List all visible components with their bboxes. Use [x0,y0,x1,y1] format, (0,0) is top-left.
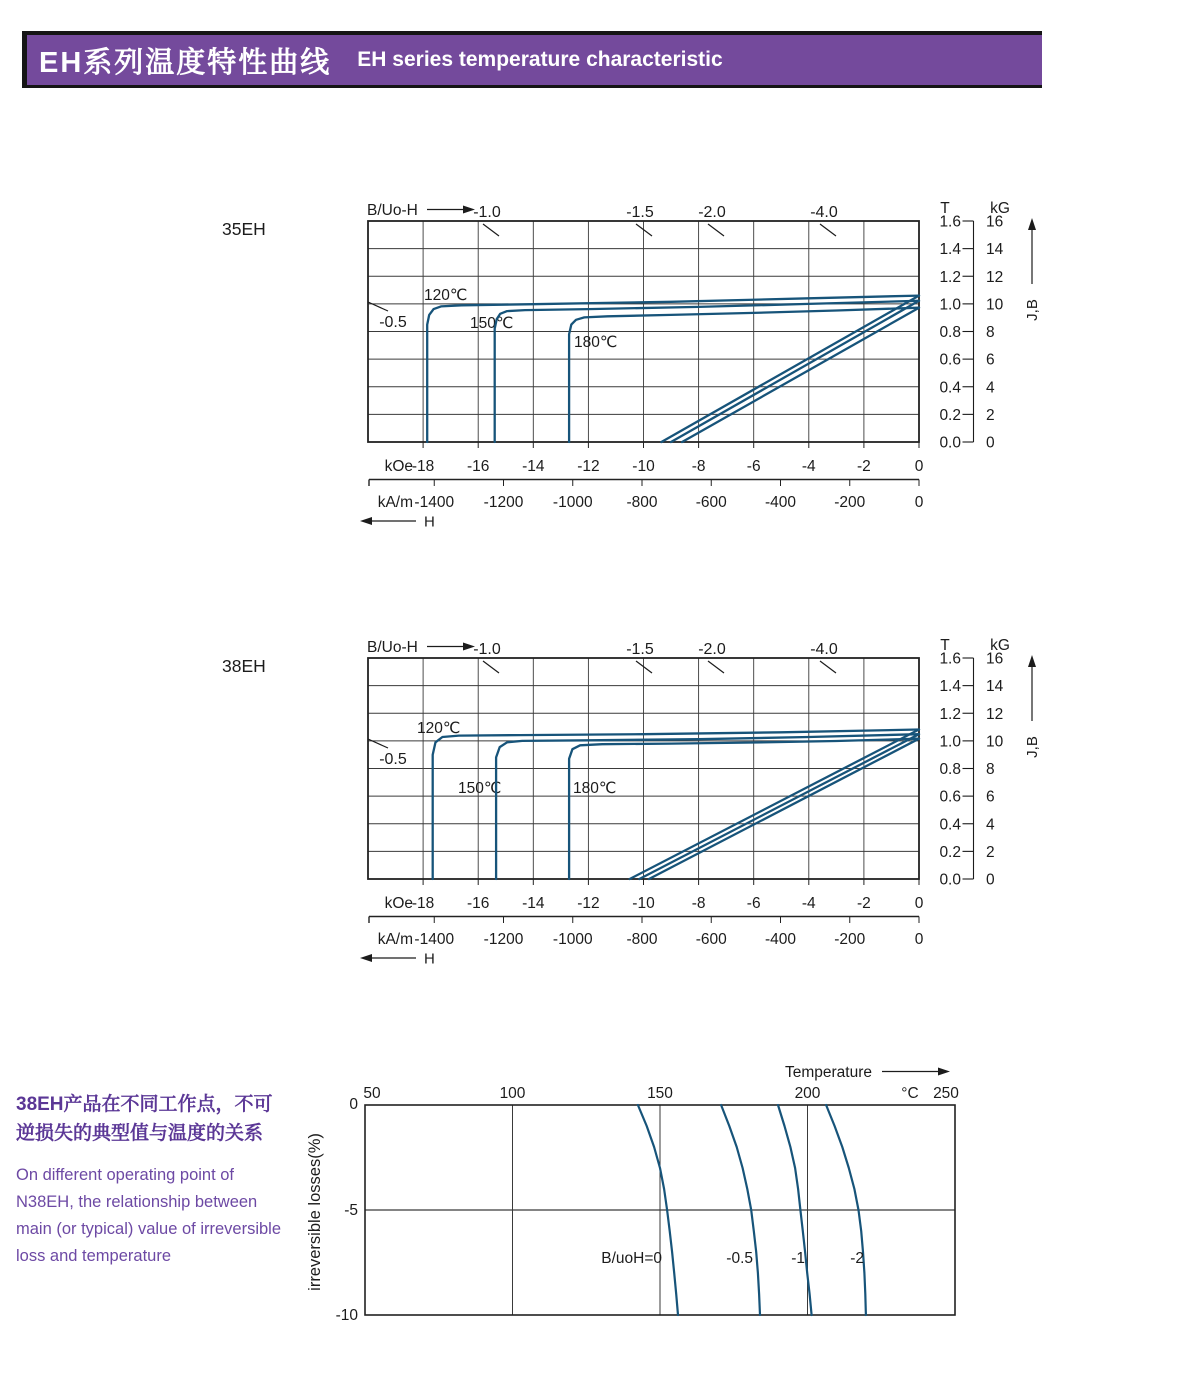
kOe-tick-label: -16 [466,458,490,475]
curve-B-180C [649,739,919,879]
loss-chart [290,1050,1010,1355]
h-arrow-head [360,954,372,962]
load-line-slash [368,739,388,748]
tesla-tick-label: 0.8 [939,761,961,778]
load-line-slash [820,224,836,236]
gauss-tick-label: 6 [986,351,995,369]
loss-curve-label: -1 [791,1250,805,1267]
h-arrow-label: H [424,950,435,968]
kOe-tick-label: 0 [914,458,924,475]
kOe-tick-label: -6 [746,895,761,912]
demag-chart-38EH [220,627,1080,982]
kAm-tick-label: -1400 [414,494,455,511]
gauss-tick-label: 0 [986,871,995,889]
kAm-tick-label: -400 [764,931,797,948]
tesla-tick-label: 0.4 [939,816,961,834]
demag-chart-35EH-svg [220,190,1080,540]
temp-label: 180℃ [573,780,617,797]
load-line-slash [483,661,499,673]
grid [368,658,919,879]
kOe-tick-label: -2 [857,895,871,912]
demag-chart-35EH [220,190,1080,545]
load-line-label: -1.5 [626,641,654,658]
curve-J-120C [433,730,919,880]
load-line-label: -1.0 [473,641,501,658]
kOe-tick-label: -18 [411,458,435,475]
gauss-tick-label: 10 [986,733,1004,751]
tesla-tick-label: 0.0 [939,434,961,452]
side-note-en-line: N38EH, the relationship between [16,1193,258,1211]
tesla-tick-label: 0.4 [939,379,961,397]
side-note-en-line: loss and temperature [16,1247,172,1265]
load-line-slash [636,661,652,673]
gauss-tick-label: 16 [986,650,1004,668]
kAm-tick-label: -400 [764,494,797,511]
chart-title-35EH: 35EH [222,219,266,239]
tesla-tick-label: 0.0 [939,871,961,889]
header-title-zh: EH系列温度特性曲线 [39,46,332,79]
header-banner [22,31,1042,88]
tesla-tick-label: 1.0 [939,733,961,751]
kOe-tick-label: -16 [466,895,490,912]
temp-label: 150℃ [458,780,502,797]
loss-curve-label: -0.5 [726,1250,753,1267]
kAm-tick-label: -1200 [483,494,524,511]
load-line-label: -2.0 [698,204,726,221]
kAm-tick-label: 0 [914,931,924,948]
load-line-label: -4.0 [810,641,838,658]
load-line-label: -1.5 [626,204,654,221]
gauss-tick-label: 10 [986,296,1004,314]
demag-chart-38EH-svg [220,627,1080,977]
curve-J-150C [496,734,919,879]
tesla-tick-label: 1.6 [939,213,961,231]
temperature-arrow-head [938,1068,950,1076]
side-note-en [16,1162,336,1270]
kOe-tick-label: -14 [522,895,545,912]
curve-J-180C [569,308,919,442]
tesla-tick-label: 1.4 [939,241,961,259]
kAm-tick-label: -1000 [552,931,593,948]
load-line-slash [708,661,724,673]
curve-J-180C [569,739,919,879]
loss-tick-label: -5 [344,1202,358,1219]
kOe-tick-label: -18 [411,895,435,912]
side-note [16,1090,336,1270]
temp-unit: °C [901,1085,919,1102]
tesla-unit: T [940,200,950,217]
gauss-tick-label: 4 [986,816,995,834]
gauss-tick-label: 2 [986,843,995,861]
kOe-unit: kOe [384,458,413,475]
side-note-en-line: On different operating point of [16,1166,235,1184]
load-line-slash [483,224,499,236]
tesla-tick-label: 1.2 [939,705,961,723]
tesla-tick-label: 0.6 [939,351,961,369]
kAm-tick-label: -1400 [414,931,455,948]
curve-B-120C [630,730,919,880]
gauss-unit: kG [990,200,1010,217]
kOe-tick-label: -10 [632,458,655,475]
loss-curve-label: -2 [850,1250,864,1267]
load-line-label: -2.0 [698,641,726,658]
load-line-slash [636,224,652,236]
chart-title-38EH: 38EH [222,656,266,676]
temp-tick-label: 100 [499,1085,526,1102]
temp-tick-label: 50 [363,1085,381,1102]
gauss-tick-label: 0 [986,434,995,452]
kAm-tick-label: -1200 [483,931,524,948]
side-note-en-line: main (or typical) value of irreversible [16,1220,282,1238]
load-line-slash [820,661,836,673]
load-line-label: -0.5 [379,314,407,331]
gauss-tick-label: 6 [986,788,995,806]
jb-axis-label: J,B [1024,299,1041,321]
gauss-tick-label: 2 [986,406,995,424]
curve-B-150C [639,734,919,879]
load-line-slash [708,224,724,236]
kOe-tick-label: -8 [691,895,706,912]
b-uoh-label: B/Uo-H [367,639,418,656]
load-line-label: -1.0 [473,204,501,221]
kAm-tick-label: -200 [834,931,866,948]
kOe-tick-label: -14 [522,458,545,475]
kAm-tick-label: -800 [626,494,658,511]
gauss-tick-label: 8 [986,324,995,341]
h-arrow-head [360,517,372,525]
b-uoh-label: B/Uo-H [367,202,418,219]
temp-label: 120℃ [424,287,468,304]
kOe-tick-label: -10 [632,895,655,912]
temp-label: 180℃ [574,334,618,351]
kAm-unit: kA/m [377,494,413,511]
gauss-tick-label: 4 [986,379,995,397]
gauss-tick-label: 12 [986,268,1004,286]
jb-arrow-head [1028,655,1036,667]
kOe-unit: kOe [384,895,413,912]
kAm-unit: kA/m [377,931,413,948]
kAm-tick-label: -600 [695,494,727,511]
temp-tick-label: 150 [647,1085,673,1102]
kAm-tick-label: 0 [914,494,924,511]
temperature-caption: Temperature [784,1064,872,1081]
kAm-tick-label: -1000 [552,494,593,511]
tesla-tick-label: 1.0 [939,296,961,314]
gauss-tick-label: 14 [986,678,1004,696]
curve-B-120C [661,296,919,442]
tesla-tick-label: 0.8 [939,324,961,341]
kAm-tick-label: -600 [695,931,727,948]
kOe-tick-label: -12 [577,895,600,912]
side-note-zh [16,1090,336,1148]
kOe-tick-label: -6 [746,458,761,475]
gauss-unit: kG [990,637,1010,654]
kOe-tick-label: -2 [857,458,871,475]
curve-B-150C [671,301,919,442]
kOe-tick-label: -4 [801,458,816,475]
kAm-tick-label: -200 [834,494,866,511]
loss-chart-svg [290,1050,1010,1350]
tesla-tick-label: 1.2 [939,268,961,286]
kOe-tick-label: -8 [691,458,706,475]
loss-curve-label: B/uoH=0 [601,1250,662,1267]
grid [368,221,919,442]
temp-label: 120℃ [417,720,461,737]
kOe-tick-label: 0 [914,895,924,912]
load-line-label: -0.5 [379,751,407,768]
kOe-tick-label: -4 [801,895,816,912]
gauss-tick-label: 8 [986,761,995,778]
temp-label: 150℃ [470,315,514,332]
side-note-zh-line: 逆损失的典型值与温度的关系 [16,1123,264,1144]
gauss-tick-label: 12 [986,705,1004,723]
load-line-slash [368,302,388,311]
curve-B-180C [682,308,919,442]
curves [433,730,919,880]
side-note-zh-line: 38EH产品在不同工作点，不可 [16,1094,273,1115]
loss-tick-label: -10 [335,1307,358,1324]
gauss-tick-label: 16 [986,213,1004,231]
tesla-tick-label: 0.6 [939,788,961,806]
load-line-label: -4.0 [810,204,838,221]
loss-tick-label: 0 [349,1096,358,1113]
tesla-unit: T [940,637,950,654]
loss-axis-title: irreversible losses(%) [306,1133,324,1291]
kOe-tick-label: -12 [577,458,600,475]
h-arrow-label: H [424,513,435,531]
gauss-tick-label: 14 [986,241,1004,259]
tesla-tick-label: 0.2 [939,843,961,861]
jb-axis-label: J,B [1024,736,1041,758]
kAm-tick-label: -800 [626,931,658,948]
temp-tick-label: 200 [794,1085,821,1102]
tesla-tick-label: 1.6 [939,650,961,668]
tesla-tick-label: 1.4 [939,678,961,696]
jb-arrow-head [1028,218,1036,230]
tesla-tick-label: 0.2 [939,406,961,424]
header-title-en: EH series temperature characteristic [357,48,723,71]
temp-tick-label: 250 [933,1085,959,1102]
